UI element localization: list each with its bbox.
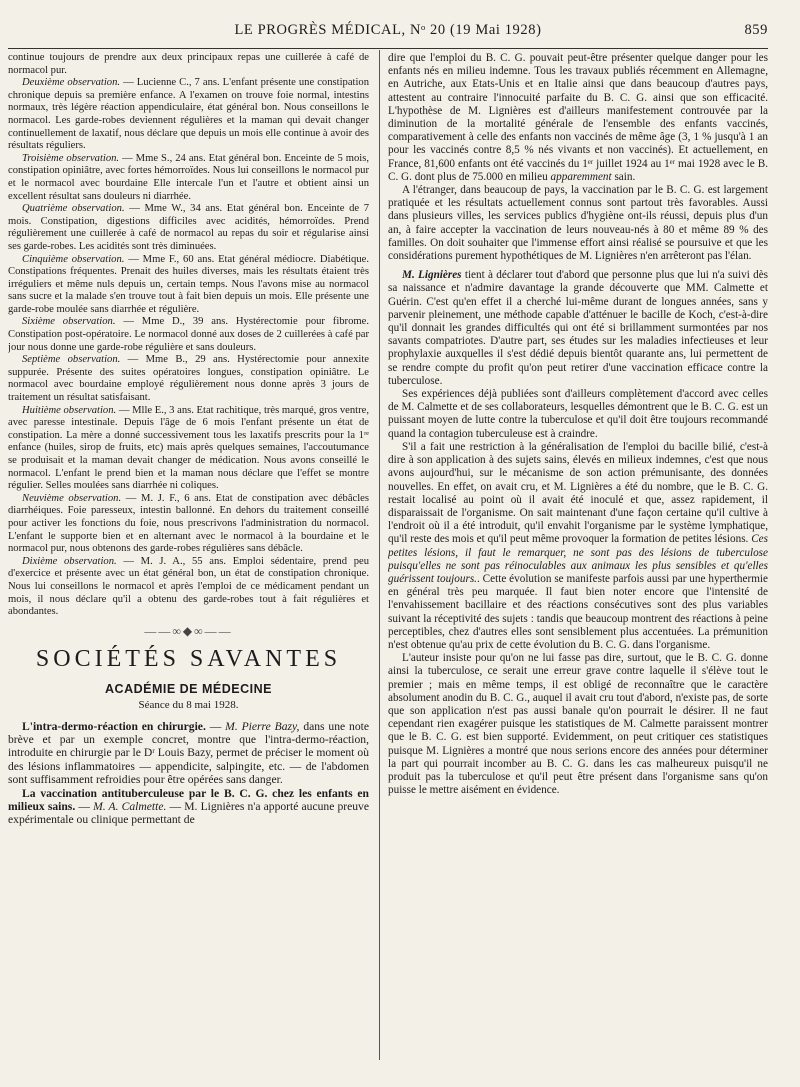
intro-paragraph: continue toujours de prendre aux deux principaux repas une cuillerée à café de normacol pur. [8, 52, 369, 76]
article-author: M. A. Calmette. [93, 799, 167, 813]
paragraph-text: Ses expériences déjà publiées sont d'ailleurs complètement d'accord avec celles de M. Calmette et de ses collaborateurs, lesquelles démontrent que le B. C. G. est un puissant moyen de lutte contre la tuberculose et qu'il doit être toujours recommandé quand la contagion tuberculeuse est à craindre. [388, 388, 768, 440]
paragraph-text: M. Lignières [402, 269, 462, 282]
article-paragraph [388, 388, 768, 441]
paragraph-text: A l'étranger, dans beaucoup de pays, la vaccination par le B. C. G. est largement pratiquée et les résultats actuellement connus sont partout très favorables. Aussi dans plusieurs villes, les services publics d'hygiène ont-ils réussi, depuis plus d'un an, à faire accepter la vaccination de leurs nouveau-nés à 80 et même 89 % des familles. On doit souhaiter que l'immense effort ainsi réalisé se poursuive et que les considérations purement hypothétiques de M. Lignières n'en arrêteront pas l'élan. [388, 184, 768, 263]
observation-heading: Deuxième observation. [22, 77, 121, 89]
column-divider [379, 50, 380, 1060]
observation-paragraph [8, 556, 369, 619]
observation-paragraph [8, 493, 369, 556]
observation-heading: Neuvième observation. [22, 492, 122, 504]
observation-text: — Mme F., 60 ans. Etat général médiocre. Diabétique. Constipations fréquentes. Prenait des huiles diverses, mais les résultats étaient très irréguliers et même nuls depuis un, certain temps. Nous l'avons mise au normacol sans sucre et la malade s'en trouve tout à fait bien depuis un mois. Elle présente une garde-robe moulée sans diarrhée et régulière. [8, 253, 369, 315]
section-ornament: ——∞◆∞—— [144, 623, 233, 638]
observation-paragraph [8, 77, 369, 153]
article-paragraph [388, 52, 768, 184]
observation-heading: Troisième observation. [22, 152, 120, 164]
paragraph-text: dire que l'emploi du B. C. G. pouvait peut-être présenter quelque danger pour les enfants nés en milieu indemne. Tous les travaux publiés récemment en Allemagne, en Autriche, aux Etats-Unis et en Italie ainsi que dans beaucoup d'autres pays, attestent au contraire l'innocuité parfaite du B. C. G. ainsi que son efficacité. L'hypothèse de M. Lignières est d'ailleurs manifestement controuvée par la diminution de la mortalité générale de l'ensemble des enfants vaccinés, comparativement à celle des enfants non vaccinés de même âge (3, 1 % jusqu'à 1 an pour les vaccinés contre 8,5 % nés vivants et non vaccinés). Et actuellement, en France, 81,600 enfants ont été vaccinés du 1ᵉʳ juillet 1924 au 1ᵉʳ mai 1928 avec le B. C. G. dont plus de 75.000 en milieu [388, 52, 768, 183]
observation-heading: Septième observation. [22, 354, 121, 366]
observation-paragraph [8, 316, 369, 354]
journal-title: LE PROGRÈS MÉDICAL, Nᵒ 20 (19 Mai 1928) [234, 22, 542, 38]
observation-paragraph [8, 405, 369, 493]
section-title: SOCIÉTÉS SAVANTES [35, 646, 342, 673]
observation-text: — Mme D., 39 ans. Hystérectomie pour fibrome. Constipation post-opératoire. Le normacol donné aux doses de 2 cuillerées à café par jour nous donne une garde-robe régulière et sans douleurs. [8, 316, 369, 353]
article-body: dans une note brève et par un exemple concret, montre que l'intra-dermo-réaction, introduite en chirurgie par le Dʳ Louis Bazy, permet de préciser le moment où des lésions inflammatoires — appendicite, salpingite, etc. — de l'abdomen sont suffisamment refroidies pour être opérées sans danger. [8, 719, 369, 787]
academy-heading: ACADÉMIE DE MÉDECINE [105, 682, 272, 697]
paragraph-text: L'auteur insiste pour qu'on ne lui fasse pas dire, surtout, que le B. C. G. donne ainsi la tuberculose, ce serait une erreur grave contre laquelle il s'élève tout le premier ; mais en même temps, il est obligé de reconnaître que le caractère absolument anodin du B. C. G., auquel il avait cru tout d'abord, n'existe pas, de sorte que son application n'est pas aussi banale qu'on pourrait le désirer. Il ne faut cependant rien exagérer puisque les statistiques de M. Calmette paraissent montrer que le B. C. G. est bien supporté. Evidemment, on peut critiquer ces statistiques puisque M. Lignières a montré que nous serions encore des années pour déterminer la part qui pourrait incomber au B. C. G. dans les cas malheureux puisqu'il ne produit pas la tuberculose et qu'il peut être présent dans l'organisme sans qu'on puisse le mettre aisément en évidence. [388, 652, 768, 797]
paragraph-text: S'il a fait une restriction à la généralisation de l'emploi du bacille bilié, c'est-à dire à son application à des sujets sains, élevés en milieux indemnes, c'est que nous avons aujourd'hui, sur le mécanisme de son action prémunisante, des données nouvelles. En effet, on avait cru, et M. Lignières a été du nombre, que le B. C. G. restait localisé au point où il avait été inoculé et que, assez rapidement, il disparaissait de l'organisme. On sait maintenant d'une façon certaine qu'il cultive à l'endroit où il a été introduit, qu'il envahit l'organisme par le système lymphatique, qu'il reste des mois et qu'il peut même provoquer la formation de petites lésions. [388, 440, 768, 546]
running-header [8, 22, 768, 42]
paragraph-text: tient à déclarer tout d'abord que personne plus que lui n'a suivi dès sa naissance et n'admire davantage la grande découverte que MM. Calmette et Guérin. C'est qu'en effet il a cherché lui-même durant de longues années, sans y parvenir pleinement, une méthode capable d'atténuer le bacille de Koch, c'est-à-dire qu'il donnait les grandes difficultés qui ont été si brillamment surmontées par nos savants compatriotes. D'autre part, ses études sur les maladies infectieuses et leur prophylaxie auxquelles il s'est dédié depuis bientôt quarante ans, lui permettent de se rendre compte du profit qu'on peut retirer d'une vaccination efficace contre la tuberculose. [388, 269, 768, 387]
observation-text: — Mlle E., 3 ans. Etat rachitique, très marqué, gros ventre, avec paresse intestinale. Depuis l'âge de 6 mois l'enfant présente un état de constipation. La mère a donné successivement tous les laxatifs prescrits pour la 1ʳᵉ enfance (huiles, sirop de fruits, etc) mais après quelques semaines, l'accoutumance se produisait et la maman devait changer de médication. Nous avons conseillé le normacol. L'enfant le prend bien et la maman nous déclare que l'effet se montre régulier. Selles moulées sans diarrhée ni coliques. [8, 404, 369, 492]
observation-text: — Mme S., 24 ans. Etat général bon. Enceinte de 5 mois, constipation opiniâtre, avec fortes hémorroïdes. Nous lui conseillons le normacol pur et le normacol avec bourdaine Elle intercale l'un et l'autre et obtient ainsi un excellent résultat sans douleurs ni diarrhée. [8, 152, 369, 202]
left-column [8, 52, 369, 1067]
article-bcg: La vaccination antituberculeuse par le B. C. G. chez les enfants en milieux sains. — M. A. Calmette. — M. Lignières n'a apporté aucune preuve expérimentale ou clinique permettant de [8, 786, 369, 827]
paragraph-text: . Cette évolution se manifeste parfois aussi par une hyperthermie en général très peu marquée. Il faut bien noter encore que l'intensité de l'envahissement bacillaire et des réactions consécutives sont des plus variables suivant la réceptivité des sujets : tandis que beaucoup montrent des réactions à peine perceptibles, chez d'autres elles sont sensiblement plus accentuées. La prémunition n'est obtenue qu'au prix de cette évolution du B. C. G. dans l'organisme. [388, 572, 768, 651]
session-date: Séance du 8 mai 1928. [138, 698, 239, 711]
observation-heading: Cinquième observation. [22, 253, 125, 265]
article-paragraph [388, 652, 768, 797]
paragraph-text: Ces petites lésions, il faut le remarquer, ne sont pas des lésions de tuberculose puisqu'elles ne sont pas réinoculables aux animaux les plus sensibles et qu'elles guérissent toujours. [388, 533, 768, 585]
paragraph-text: sain. [611, 170, 636, 183]
paragraph-text: apparemment [550, 170, 612, 183]
observation-paragraph [8, 254, 369, 317]
article-intradermo: L'intra-dermo-réaction en chirurgie. — M. Pierre Bazy, dans une note brève et par un exemple concret, montre que l'intra-dermo-réaction, introduite en chirurgie par le Dʳ Louis Bazy, permet de préciser le moment où des lésions inflammatoires — appendicite, salpingite, etc. — de l'abdomen sont suffisamment refroidies pour être opérées sans danger. [8, 719, 369, 787]
observation-paragraph [8, 354, 369, 404]
observation-text: — M. J. F., 6 ans. Etat de constipation avec débâcles diarrhéiques. Foie paresseux, intestin ballonné. En dehors du traitement conseillé pour activer les fonctions du foie, nous prescrivons l'administration du normacol. L'enfant le supporte bien et en alternant avec le normacol à la bourdaine et le normacol pur, nous obtenons des garde-robes régulières sans débâcle. [8, 492, 369, 555]
observation-paragraph [8, 203, 369, 253]
observation-text: — Lucienne C., 7 ans. L'enfant présente une constipation chronique depuis sa première enfance. A l'examen on trouve foie normal, intestins normaux, très légère réaction appendiculaire, état général bon. Nous conseillons le normacol. Les garde-robes deviennent régulières et la maman qui devait changer continuellement de laxatif, nous déclare que depuis un mois elle continue à avoir des résultats réguliers. [8, 77, 369, 152]
article-paragraph [388, 184, 768, 263]
article-title: La vaccination antituberculeuse par le B. C. G. chez les enfants en milieux sains. [8, 786, 369, 813]
page-number: 859 [744, 22, 768, 38]
right-column [388, 52, 768, 1067]
header-rule [8, 48, 768, 49]
article-title: L'intra-dermo-réaction en chirurgie. [22, 719, 206, 733]
observations-list [8, 77, 369, 619]
observation-heading: Quatrième observation. [22, 203, 125, 215]
article-paragraph [388, 441, 768, 652]
observation-text: — Mme W., 34 ans. Etat général bon. Enceinte de 7 mois. Constipation, digestions difficiles avec acidités, hémorroïdes. Prend régulièrement une cuillerée à café de normacol au repas du soir et régularise ainsi ses garde-robes. Les acidités sont très diminuées. [8, 203, 369, 252]
observation-paragraph [8, 153, 369, 203]
observation-text: — M. J. A., 55 ans. Emploi sédentaire, prend peu d'exercice et présente avec un état général bon, un état de constipation chronique. Nous lui conseillons le normacol et après l'emploi de ce médicament pendant un mois, il nous déclare qu'il a obtenu des garde-robes tout à fait régulières et abondantes. [8, 555, 369, 618]
observation-heading: Dixième observation. [22, 555, 117, 567]
observation-heading: Huitième observation. [22, 404, 117, 416]
article-author: M. Pierre Bazy, [225, 719, 300, 733]
article-paragraph [388, 269, 768, 388]
observation-heading: Sixième observation. [22, 316, 116, 328]
article-body: — M. Lignières n'a apporté aucune preuve expérimentale ou clinique permettant de [8, 799, 369, 827]
observation-text: — Mme B., 29 ans. Hystérectomie pour annexite suppurée. Présente des suites opératoires longues, constipation opiniâtre. Le normacol avec bourdaine employé régulièrement nous donne après 3 jours de traitement un résultat satisfaisant. [8, 354, 369, 404]
